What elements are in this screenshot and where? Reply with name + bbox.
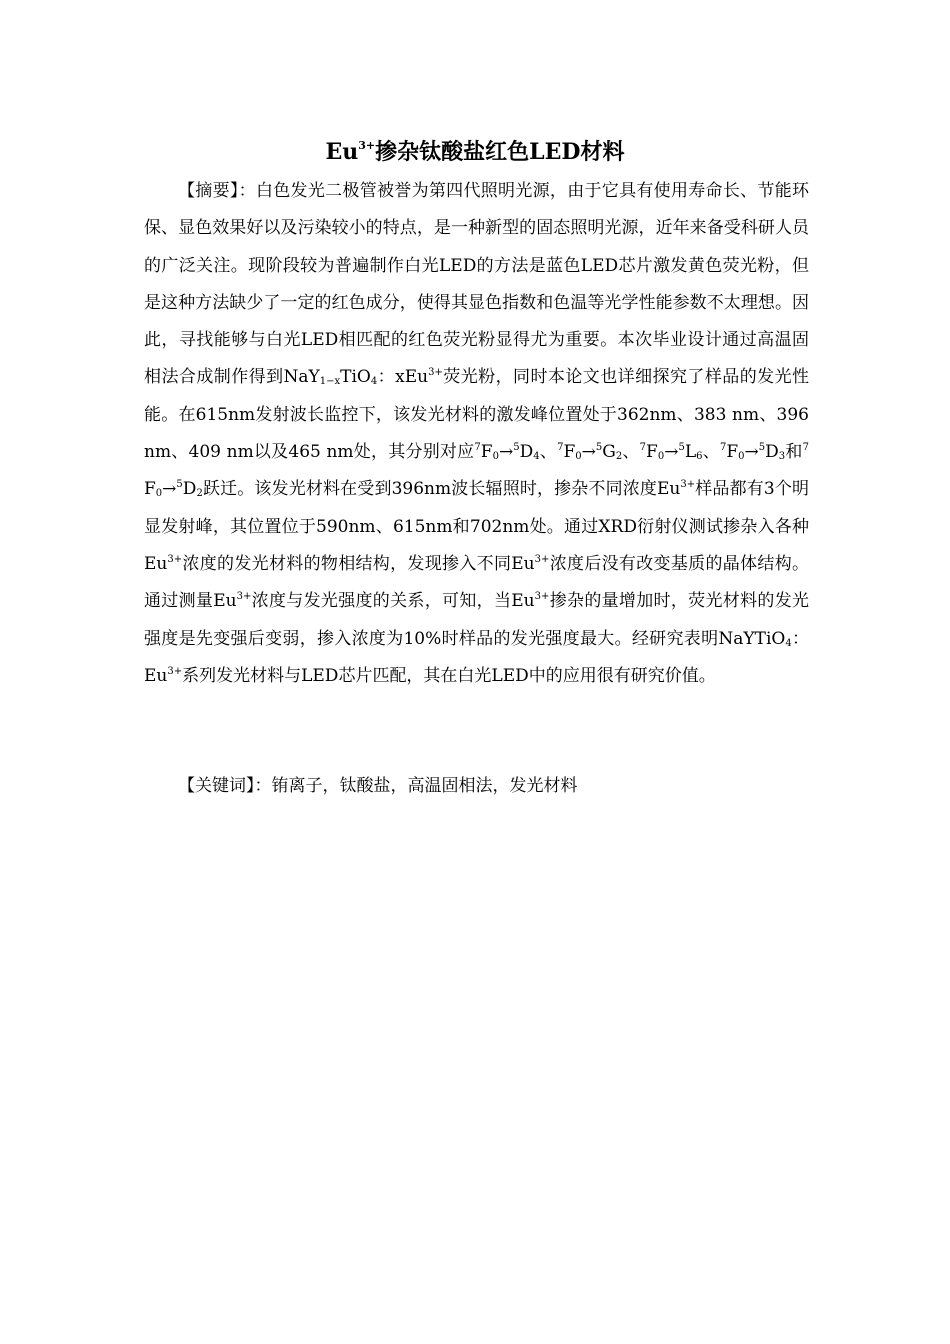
term: D bbox=[182, 479, 197, 500]
abstract-paragraph bbox=[144, 173, 809, 695]
subscript: 2 bbox=[615, 451, 623, 463]
title-prefix: Eu bbox=[325, 139, 359, 165]
transition-4 bbox=[720, 442, 785, 462]
abstract-text: 荧光粉，同时本论文也详细探究了样品的发光性能。在615nm发射波长监控下，该发光材料的激发峰位置处于362nm、383 nm、396 nm、409 nm以及465 nm处，其分别对应 bbox=[144, 367, 810, 463]
abstract-text: 跃迁。该发光材料在受到396nm波长辐照时，掺杂不同浓度Eu bbox=[202, 479, 681, 500]
subscript: 1−x bbox=[319, 376, 341, 388]
keywords-text: 铕离子，钛酸盐，高温固相法，发光材料 bbox=[271, 776, 578, 796]
superscript: 7 bbox=[639, 442, 647, 454]
term: D bbox=[519, 442, 534, 463]
term: L bbox=[684, 442, 697, 463]
abstract-text: 样品都有3个明显发射峰，其位置位于590nm、615nm和702nm处。通过XRD衍射仪测试掺杂入各种Eu bbox=[144, 479, 809, 574]
abstract-text: ：xEu bbox=[377, 367, 429, 388]
subscript: 0 bbox=[657, 451, 665, 463]
superscript: 3+ bbox=[167, 553, 183, 565]
superscript: 5 bbox=[176, 479, 183, 491]
subscript: 2 bbox=[196, 488, 203, 500]
superscript: 7 bbox=[474, 442, 481, 454]
term: F bbox=[726, 442, 739, 463]
keywords-paragraph bbox=[144, 768, 809, 805]
term: D bbox=[765, 442, 779, 463]
superscript: 3+ bbox=[680, 479, 696, 491]
transition-1 bbox=[474, 442, 539, 462]
superscript: 5 bbox=[513, 442, 520, 454]
superscript: 7 bbox=[802, 442, 810, 454]
subscript: 0 bbox=[738, 451, 745, 463]
arrow-glyph: → bbox=[498, 442, 514, 463]
abstract-text: 系列发光材料与LED芯片匹配，其在白光LED中的应用很有研究价值。 bbox=[182, 665, 716, 686]
superscript: 3+ bbox=[167, 665, 183, 677]
term: G bbox=[602, 442, 616, 463]
term: F bbox=[646, 442, 658, 463]
document-title bbox=[0, 136, 950, 168]
subscript: 0 bbox=[575, 451, 582, 463]
title-rest: 掺杂钛酸盐红色LED材料 bbox=[375, 139, 625, 165]
separator: 、 bbox=[622, 442, 640, 463]
term: F bbox=[480, 442, 493, 463]
subscript: 6 bbox=[696, 451, 703, 463]
separator: 、 bbox=[539, 442, 558, 463]
term: F bbox=[563, 442, 576, 463]
abstract-text: 浓度后没有改变基质的晶体结构。通过测量Eu bbox=[144, 553, 810, 612]
abstract-text: TiO bbox=[340, 367, 371, 388]
arrow-glyph: → bbox=[664, 442, 679, 463]
subscript: 3 bbox=[778, 451, 786, 463]
abstract-text: 浓度的发光材料的物相结构，发现掺入不同Eu bbox=[182, 553, 535, 574]
separator: 、 bbox=[702, 442, 720, 463]
abstract-text: ：Eu bbox=[144, 628, 810, 686]
superscript: 3+ bbox=[428, 367, 443, 379]
keywords-label: 【关键词】： bbox=[178, 776, 272, 796]
arrow-glyph: → bbox=[162, 479, 177, 500]
abstract-label: 【摘要】： bbox=[178, 181, 256, 201]
superscript: 3+ bbox=[534, 591, 550, 603]
superscript: 3+ bbox=[236, 591, 252, 603]
abstract-text: 浓度与发光强度的关系，可知，当Eu bbox=[251, 591, 535, 612]
subscript: 4 bbox=[533, 451, 540, 463]
superscript: 7 bbox=[557, 442, 564, 454]
subscript: 0 bbox=[155, 488, 163, 500]
arrow-glyph: → bbox=[744, 442, 759, 463]
superscript: 5 bbox=[595, 442, 603, 454]
superscript: 7 bbox=[719, 442, 727, 454]
conjunction: 和 bbox=[785, 442, 803, 463]
superscript: 3+ bbox=[534, 553, 550, 565]
superscript: 5 bbox=[678, 442, 685, 454]
title-superscript: 3+ bbox=[358, 139, 376, 152]
abstract-text: 白色发光二极管被誉为第四代照明光源，由于它具有使用寿命长、节能环保、显色效果好以及污染较小的特点，是一种新型的固态照明光源，近年来备受科研人员的广泛关注。现阶段较为普遍制作白光LED的方法是蓝色LED芯片激发黄色荧光粉，但是这种方法缺少了一定的红色成分，使得其显色指数和色温等光学性能参数不太理想。因此，寻找能够与白光LED相匹配的红色荧光粉显得尤为重要。本次毕业设计通过高温固相法合成制作得到NaY bbox=[144, 181, 810, 388]
subscript: 0 bbox=[492, 451, 499, 463]
subscript: 4 bbox=[785, 637, 792, 649]
arrow-glyph: → bbox=[581, 442, 596, 463]
transition-2 bbox=[557, 442, 622, 462]
term: F bbox=[144, 479, 156, 500]
subscript: 4 bbox=[370, 376, 378, 388]
abstract-text: 掺杂的量增加时，荧光材料的发光强度是先变强后变弱，掺入浓度为10%时样品的发光强度最大。经研究表明NaYTiO bbox=[144, 591, 810, 649]
transition-3 bbox=[640, 442, 703, 462]
superscript: 5 bbox=[758, 442, 766, 454]
